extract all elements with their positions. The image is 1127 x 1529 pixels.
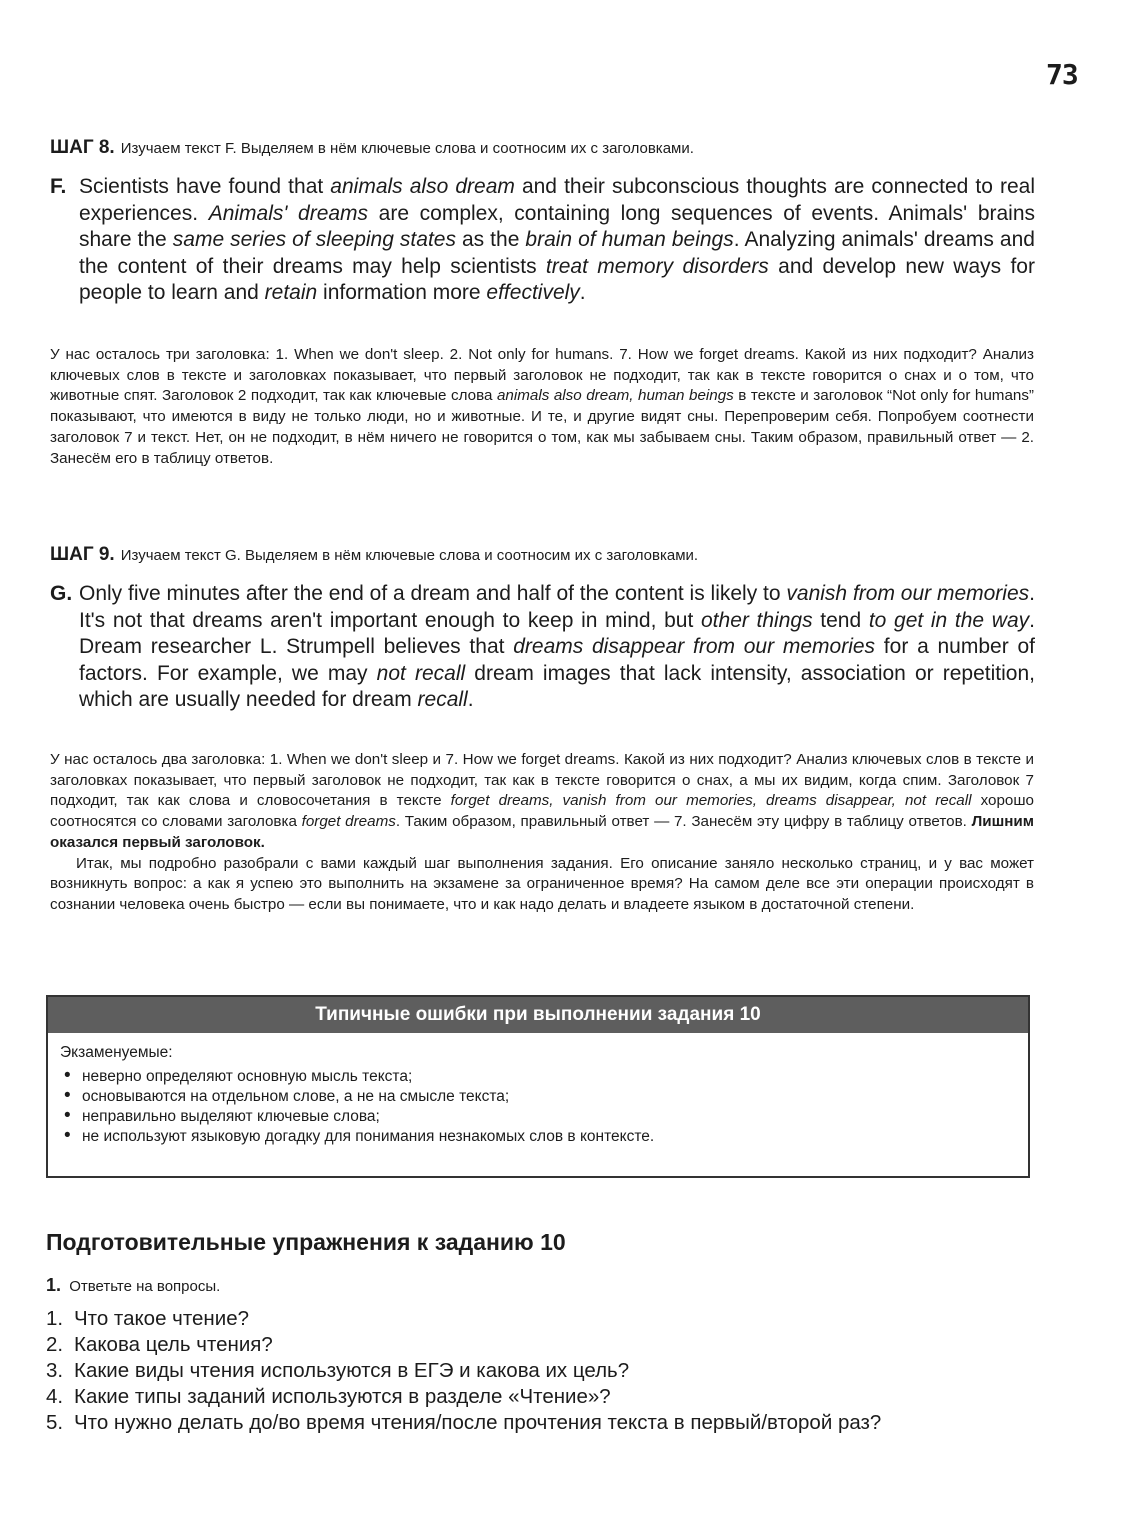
questions-list bbox=[46, 1306, 1036, 1436]
page-number: 73 bbox=[1046, 58, 1078, 91]
question-number: 4. bbox=[46, 1385, 64, 1408]
passage-f-text: Scientists have found that bbox=[79, 175, 331, 198]
typical-errors-list bbox=[60, 1067, 1016, 1147]
keyword: dreams disappear from our memories bbox=[513, 635, 876, 658]
list-item: • основываются на отдельном слове, а не на смысле текста; bbox=[60, 1087, 1016, 1107]
passage-f-text: and develop new ways for people to learn and bbox=[79, 254, 1035, 304]
question-text: Что нужно делать до/во время чтения/после прочтения текста в первый/второй раз? bbox=[74, 1411, 882, 1434]
passage-f-text: and their subconscious thoughts are connected to real experiences. bbox=[79, 175, 1035, 225]
question-text: Какие виды чтения используются в ЕГЭ и какова их цель? bbox=[74, 1359, 630, 1382]
passage-g-text: . bbox=[467, 688, 474, 711]
section-title: Подготовительные упражнения к заданию 10 bbox=[46, 1229, 566, 1255]
passage-f-text: are complex, containing long sequences of events. Animals' brains share the bbox=[79, 201, 1036, 251]
step-8-label: ШАГ 8. bbox=[50, 137, 115, 158]
note-f-paragraph bbox=[50, 345, 1034, 469]
note-f bbox=[50, 345, 1034, 469]
passage-f-letter: F. bbox=[50, 175, 67, 198]
conclusion-bold: Лишним оказался первый заголовок. bbox=[50, 813, 1035, 851]
question-item bbox=[46, 1358, 1036, 1384]
exercise-text: Ответьте на вопросы. bbox=[69, 1278, 221, 1295]
keyword: animals also dream bbox=[330, 175, 515, 198]
question-text: Какова цель чтения? bbox=[74, 1333, 273, 1356]
typical-errors-body bbox=[48, 1033, 1028, 1157]
keyword: Animals' dreams bbox=[208, 201, 369, 225]
note-text: У нас осталось три заголовка: 1. When we don't sleep. 2. Not only for humans. 7. How we forget dreams. Какой из них подходит? Анализ ключевых слов в тексте и заголовках показывает, что первый заголовок не подходит, так как в тексте говорится о снах и о том, что животные спят. Заголовок 2 подходит, так как ключевые слова bbox=[50, 346, 1034, 405]
passage-f-text: as the bbox=[455, 228, 526, 251]
question-number: 1. bbox=[46, 1307, 64, 1330]
note-text: . Таким образом, правильный ответ — 7. Занесём эту цифру в таблицу ответов. bbox=[395, 813, 972, 831]
passage-g bbox=[50, 581, 1035, 714]
keyword: retain bbox=[264, 281, 318, 304]
note-g bbox=[50, 750, 1034, 916]
passage-g-text: for a number of factors. For example, we may bbox=[79, 635, 1035, 685]
keyword: to get in the way bbox=[868, 608, 1030, 632]
typical-errors-box bbox=[46, 995, 1030, 1178]
passage-g-letter: G. bbox=[50, 582, 73, 605]
typical-errors-title: Типичные ошибки при выполнении задания 10 bbox=[48, 997, 1028, 1033]
passage-f-text: information more bbox=[317, 281, 487, 304]
step-8-text: Изучаем текст F. Выделяем в нём ключевые слова и соотносим их с заголовками. bbox=[120, 140, 694, 157]
passage-f-text: . bbox=[579, 281, 586, 304]
question-item bbox=[46, 1384, 1036, 1410]
passage-g-text: dream images that lack intensity, association or repetition, which are usually needed for dream bbox=[79, 661, 1035, 711]
step-8-instruction bbox=[50, 137, 1040, 159]
keyword: forget dreams, vanish from our memories, dreams disappear, not recall bbox=[450, 792, 972, 810]
question-number: 3. bbox=[46, 1359, 64, 1382]
keyword: forget dreams bbox=[301, 813, 396, 831]
passage-g-text: Only five minutes after the end of a dream and half of the content is likely to bbox=[79, 582, 787, 605]
exercise-number: 1. bbox=[46, 1275, 62, 1295]
passage-g-text: . Dream researcher L. Strumpell believes that bbox=[79, 608, 1035, 658]
list-item: • неправильно выделяют ключевые слова; bbox=[60, 1107, 1016, 1127]
passage-f-text: . Analyzing animals' dreams and the content of their dreams may help scientists bbox=[79, 228, 1035, 278]
question-text: Какие типы заданий используются в разделе «Чтение»? bbox=[74, 1385, 611, 1408]
note-g-paragraph bbox=[50, 750, 1034, 854]
note-text: в тексте и заголовок “Not only for humans” показывают, что имеются в виду не только люди, но и животные. И те, и другие видят сны. Перепроверим себя. Попробуем соотнести заголовок 7 и текст. Нет, он не подходит, в нём ничего не говорится о том, как мы забываем сны. Таким образом, правильный ответ — 2. Занесём его в таблицу ответов. bbox=[50, 387, 1034, 467]
keyword: other things bbox=[701, 608, 813, 632]
step-9-text: Изучаем текст G. Выделяем в нём ключевые слова и соотносим их с заголовками. bbox=[120, 547, 699, 564]
keyword: vanish from our memories bbox=[786, 582, 1030, 605]
keyword: animals also dream, human beings bbox=[496, 387, 734, 405]
step-9-instruction bbox=[50, 544, 1040, 566]
list-item: • неверно определяют основную мысль текста; bbox=[60, 1067, 1016, 1087]
question-item bbox=[46, 1332, 1036, 1358]
step-9-label: ШАГ 9. bbox=[50, 544, 115, 565]
keyword: effectively bbox=[486, 281, 580, 304]
keyword: recall bbox=[417, 688, 468, 711]
question-number: 5. bbox=[46, 1411, 64, 1434]
question-item bbox=[46, 1410, 1036, 1436]
typical-errors-intro: Экзаменуемые: bbox=[60, 1044, 173, 1061]
note-text: хорошо соотносятся со словами заголовка bbox=[50, 792, 1034, 831]
keyword: same series of sleeping states bbox=[172, 228, 456, 251]
passage-f bbox=[50, 174, 1035, 307]
question-item bbox=[46, 1306, 1036, 1332]
keyword: treat memory disorders bbox=[545, 254, 769, 278]
list-item: • не используют языковую догадку для понимания незнакомых слов в контексте. bbox=[60, 1127, 1016, 1147]
question-number: 2. bbox=[46, 1333, 64, 1356]
passage-g-text: . It's not that dreams aren't important enough to keep in mind, but bbox=[79, 582, 1035, 632]
keyword: brain of human beings bbox=[525, 228, 734, 251]
keyword: not recall bbox=[376, 661, 466, 685]
summary-paragraph: Итак, мы подробно разобрали с вами каждый шаг выполнения задания. Его описание заняло несколько страниц, и у вас может возникнуть вопрос: а как я успею это выполнить на экзамене за ограниченное время? На самом деле все эти операции происходят в сознании человека очень быстро — если вы понимаете, что и как надо делать и владеете языком в достаточной степени. bbox=[50, 854, 1034, 913]
exercise-1-instruction bbox=[46, 1275, 220, 1296]
question-text: Что такое чтение? bbox=[74, 1307, 249, 1330]
passage-g-text: tend bbox=[812, 608, 869, 632]
note-text: У нас осталось два заголовка: 1. When we don't sleep и 7. How we forget dreams. Какой из них подходит? Анализ ключевых слов в тексте и заголовках показывает, что первый заголовок не подходит, так как в тексте говорится о снах, а мы их видим, когда спим. Заголовок 7 подходит, так как слова и словосочетания в тексте bbox=[50, 751, 1034, 810]
